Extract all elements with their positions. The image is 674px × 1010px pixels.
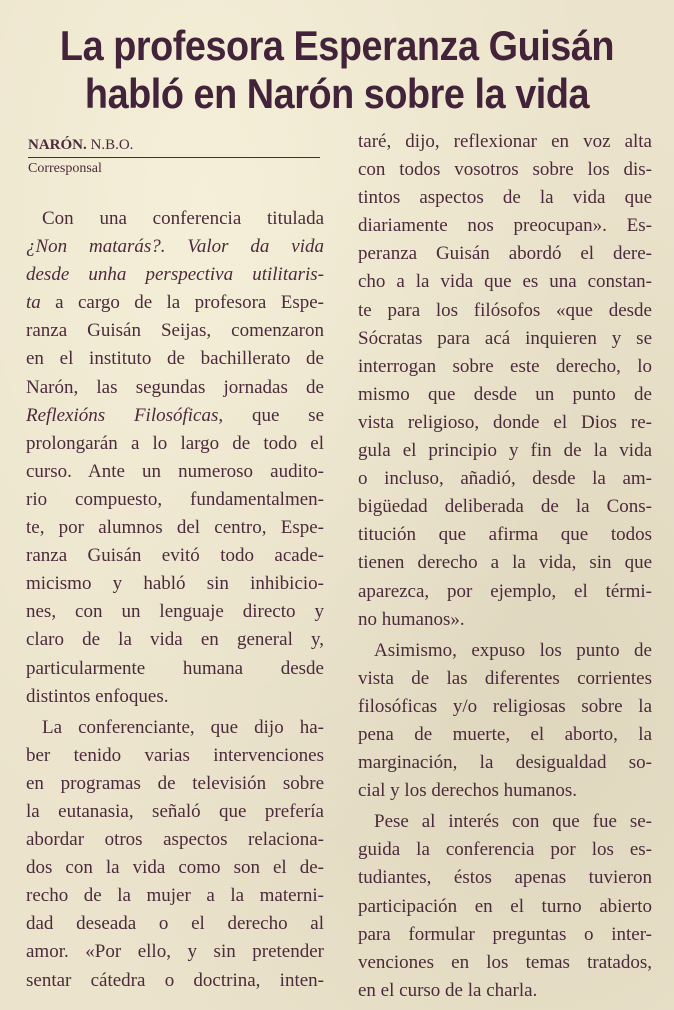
text-line [26,233,324,261]
text-line: filosóficas y/o religiosas sobre la [358,695,652,717]
text-line: diariamente nos preocupan». Es- [358,215,652,237]
text-line: la eutanasia, señaló que prefería [26,800,324,822]
text-line: para formular preguntas o inter- [358,923,652,945]
text-line: con todos vosotros sobre los dis- [358,159,652,181]
text-line: venciones en los temas tratados, [358,951,652,973]
text-line: ber tenido varias intervenciones [26,744,324,766]
text-line: recho de la mujer a la materni- [26,885,324,907]
text-line: tudiantes, éstos apenas tuvieron [358,867,652,889]
text-line: particularmente humana desde [26,657,324,679]
text-line: Narón, las segundas jornadas de [26,376,324,398]
text-line: dad deseada o el derecho al [26,913,324,935]
text-line: micismo y habló sin inhibicio- [26,573,324,595]
text-line: ranza Guisán Seijas, comenzaron [26,320,324,342]
text-line: tintos aspectos de la vida que [358,187,652,209]
text-line: pena de muerte, el aborto, la [358,723,652,745]
text-line: rio compuesto, fundamentalmen- [26,488,324,510]
text-line: cial y los derechos humanos. [358,780,577,802]
text-line: abordar otros aspectos relaciona- [26,829,324,851]
text-line: bigüedad deliberada de la Cons- [358,496,652,518]
text-line: taré, dijo, reflexionar en voz alta [358,131,652,152]
text-line: nes, con un lenguaje directo y [26,601,324,623]
text-line: Sócratas para acá inquieren y se [358,327,652,349]
text-line: amor. «Por ello, y sin pretender [26,941,324,963]
text-line: interrogan sobre este derecho, lo [358,355,652,377]
text-line: claro de la vida en general y, [26,629,324,651]
italic-title: desde unha perspectiva utilitaris- [26,264,324,286]
text-line: en programas de televisión sobre [26,772,324,794]
text-line: aparezca, por ejemplo, el térmi- [358,580,652,602]
text-line: mismo que desde un punto de [358,383,652,405]
byline [28,137,320,158]
italic-title: ta [26,292,41,314]
text-line: vista de las diferentes corrientes [358,667,652,689]
text-line: gula el principio y fin de la vida [358,440,652,462]
article-column-2 [358,128,652,1005]
italic-title: ¿Non matarás?. Valor da vida [26,236,324,258]
text-line: en el instituto de bachillerato de [26,348,324,370]
text-line: dos con la vida como son el de- [26,857,324,879]
byline-author: N.B.O. [90,137,134,153]
text-line: cho a la vida que es una constan- [358,271,652,293]
text-line: peranza Guisán abordó el dere- [358,243,652,265]
text-line: vista religioso, donde el Dios re- [358,411,652,433]
text-line: ta a cargo de la profesora Espe- [26,292,324,314]
byline-role: Corresponsal [28,161,102,176]
text-line: guida la conferencia por los es- [358,839,652,861]
headline-line-2: habló en Narón sobre la vida [84,70,590,117]
text-line: participación en el turno abierto [358,895,652,917]
text-line: marginación, la desigualdad so- [358,752,652,774]
text-line: titución que afirma que todos [358,524,652,546]
text-line: Pese al interés con que fue se- [374,811,652,833]
text-line: o incluso, añadió, desde la am- [358,468,652,490]
italic-title: Reflexións Filosóficas [26,404,219,426]
article-column-1 [26,205,324,995]
text-line: Reflexións Filosóficas, que se [26,404,325,426]
text-line: Con una conferencia titulada [42,208,324,229]
byline-location: NARÓN. [28,137,87,153]
text-line: curso. Ante un numeroso audito- [26,460,324,482]
text-line: distintos enfoques. [26,685,169,707]
headline [34,22,641,118]
text-line: tienen derecho a la vida, sin que [358,552,652,574]
text-line: Asimismo, expuso los punto de [374,639,652,661]
text-line: no humanos». [358,608,465,630]
text-line: te para los filósofos «que desde [358,299,652,321]
text-line: te, por alumnos del centro, Espe- [26,517,324,539]
text-line [26,261,324,289]
text-line: prolongarán a lo largo de todo el [26,432,324,454]
text-line: ranza Guisán evitó todo acade- [26,545,324,567]
headline-line-1: La profesora Esperanza Guisán [59,22,615,69]
text-line: La conferenciante, que dijo ha- [42,716,324,738]
text-line: en el curso de la charla. [358,979,538,1001]
text-line: sentar cátedra o doctrina, inten- [26,969,324,991]
